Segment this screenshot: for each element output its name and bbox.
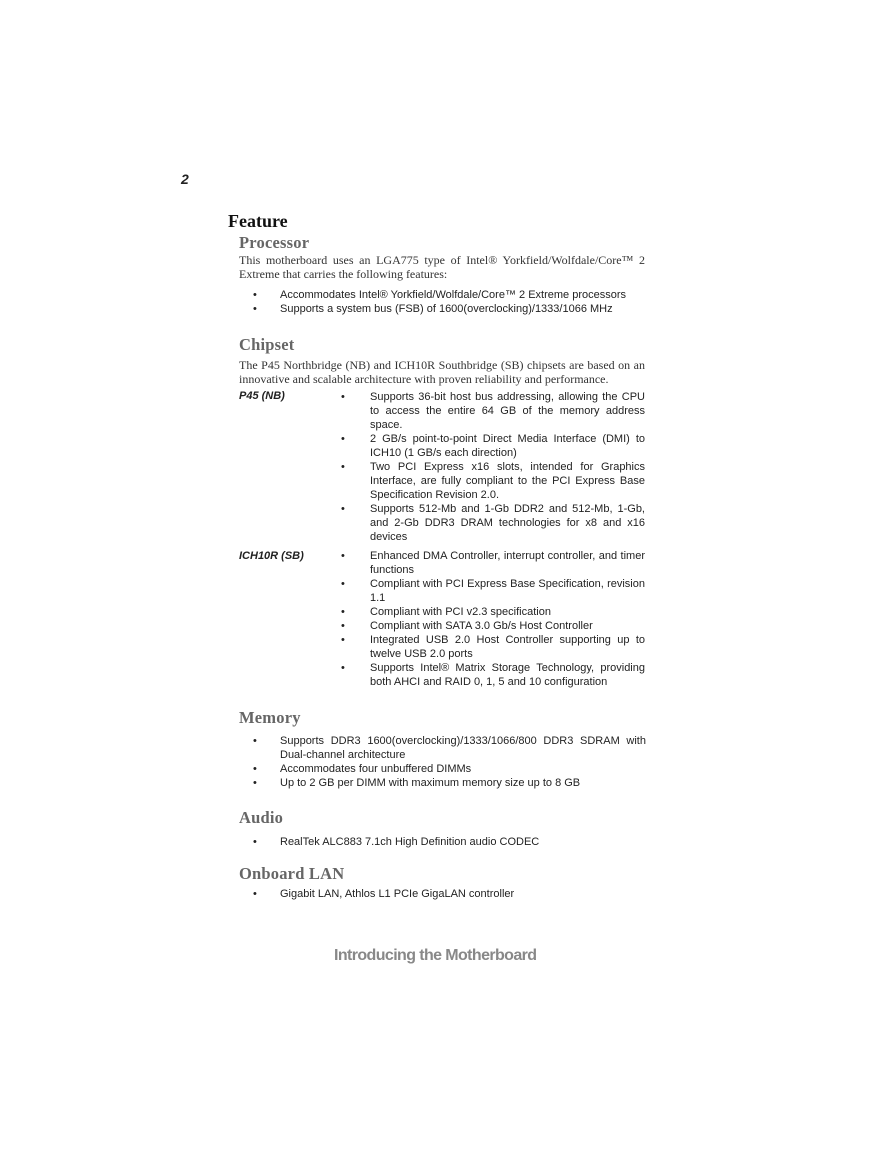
- list-item: • Two PCI Express x16 slots, intended for Graphics Interface, are fully compliant to the PCI Express Base Specification Revision 2.0.: [341, 461, 645, 501]
- sb-bullet-list: [341, 549, 645, 689]
- nb-label: P45 (NB): [239, 390, 285, 402]
- list-item: • Supports Intel® Matrix Storage Technology, providing both AHCI and RAID 0, 1, 5 and 10 configuration: [341, 662, 645, 688]
- audio-bullet-list: [253, 835, 646, 849]
- processor-intro: This motherboard uses an LGA775 type of Intel® Yorkfield/Wolfdale/Core™ 2 Extreme that carries the following features:: [239, 253, 645, 281]
- list-item: • Supports 512-Mb and 1-Gb DDR2 and 512-Mb, 1-Gb, and 2-Gb DDR3 DRAM technologies for x8 and x16 devices: [341, 503, 645, 543]
- sb-label: ICH10R (SB): [239, 550, 304, 562]
- list-item: • Supports DDR3 1600(overclocking)/1333/1066/800 DDR3 SDRAM with Dual-channel architecture: [253, 735, 646, 761]
- list-item: • Gigabit LAN, Athlos L1 PCIe GigaLAN controller: [253, 888, 515, 900]
- list-item: • Enhanced DMA Controller, interrupt controller, and timer functions: [341, 550, 645, 576]
- list-item: • Compliant with SATA 3.0 Gb/s Host Controller: [341, 620, 593, 632]
- list-item: • Integrated USB 2.0 Host Controller supporting up to twelve USB 2.0 ports: [341, 634, 645, 660]
- list-item: • Compliant with PCI Express Base Specification, revision 1.1: [341, 578, 645, 604]
- lan-heading: Onboard LAN: [239, 864, 345, 883]
- list-item: • Supports 36-bit host bus addressing, allowing the CPU to access the entire 64 GB of the memory address space.: [341, 391, 645, 431]
- list-item: • Supports a system bus (FSB) of 1600(overclocking)/1333/1066 MHz: [253, 303, 613, 315]
- list-item: • Accommodates Intel® Yorkfield/Wolfdale/Core™ 2 Extreme processors: [253, 289, 626, 301]
- chipset-intro: The P45 Northbridge (NB) and ICH10R Southbridge (SB) chipsets are based on an innovative and scalable architecture with proven reliability and performance.: [239, 358, 645, 386]
- memory-heading: Memory: [239, 708, 301, 727]
- nb-bullet-list: [341, 390, 645, 544]
- page-title: Feature: [228, 211, 288, 231]
- list-item: • Up to 2 GB per DIMM with maximum memory size up to 8 GB: [253, 777, 581, 789]
- page-number: 2: [181, 171, 189, 187]
- memory-bullet-list: [253, 734, 646, 790]
- processor-bullet-list: [253, 288, 646, 316]
- chapter-footer: Introducing the Motherboard: [334, 947, 537, 964]
- processor-heading: Processor: [239, 233, 310, 252]
- list-item: • Compliant with PCI v2.3 specification: [341, 606, 551, 618]
- chipset-heading: Chipset: [239, 335, 295, 354]
- lan-bullet-list: [253, 887, 646, 901]
- list-item: • Accommodates four unbuffered DIMMs: [253, 763, 472, 775]
- audio-heading: Audio: [239, 808, 284, 827]
- list-item: • RealTek ALC883 7.1ch High Definition audio CODEC: [253, 836, 540, 848]
- list-item: • 2 GB/s point-to-point Direct Media Interface (DMI) to ICH10 (1 GB/s each direction): [341, 433, 645, 459]
